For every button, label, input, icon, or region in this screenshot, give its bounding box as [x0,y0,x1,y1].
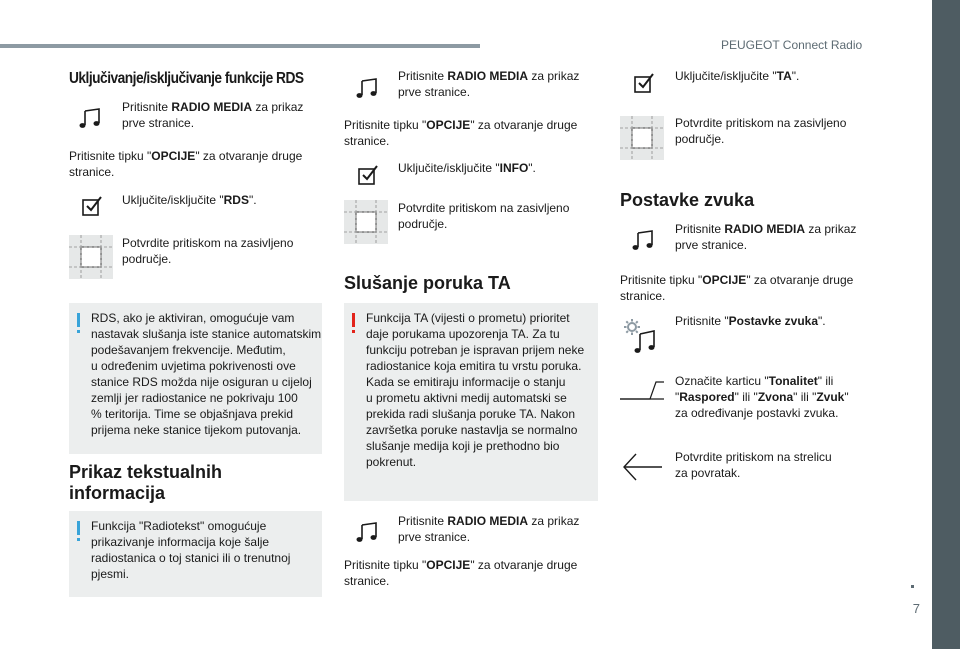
side-tab [932,0,960,649]
section-heading-sound: Postavke zvuka [620,190,755,210]
paragraph-options: Pritisnite tipku "OPCIJE" za otvaranje druge stranice. [620,273,854,303]
info-marker-icon [77,521,80,535]
checkbox-icon [634,73,654,93]
step-select-tab: Označite karticu "Tonalitet" ili "Raspored" ili "Zvona" ili "Zvuk" za određivanje postavki zvuka. [675,374,849,420]
grey-area-icon [620,116,664,160]
step-toggle-info: Uključite/isključite "INFO". [398,161,536,175]
page-number: 7 [912,601,920,616]
note-ta [344,303,598,501]
note-radiotext [69,511,322,597]
grey-area-icon [344,200,388,244]
step-radio-media: Pritisnite RADIO MEDIA za prikaz prve stranice. [398,69,580,99]
checkbox-icon [358,165,378,185]
music-note-icon [356,521,378,543]
note-rds-text: RDS, ako je aktiviran, omogućuje vam nastavak slušanja iste stanice automatskim podešavanjem frekvencije. Međutim, u određenim uvjetima pokrivenosti ove stanice RDS možda nije osiguran u cijeloj zemlji jer radiostanice ne pokrivaju 100 % teritorija. Time se objašnjava prekid prijema neke stanice tijekom putovanja. [91,311,322,437]
note-radiotext-text: Funkcija "Radiotekst" omogućuje prikazivanje informacija koje šalje radiostanica o toj stanici ili o trenutnoj pjesmi. [91,519,291,581]
step-sound-settings: Pritisnite "Postavke zvuka". [675,314,826,328]
step-radio-media: Pritisnite RADIO MEDIA za prikaz prve stranice. [122,100,304,130]
section-heading-rds: Uključivanje/isključivanje funkcije RDS [69,70,304,87]
paragraph-options: Pritisnite tipku "OPCIJE" za otvaranje druge stranice. [344,558,578,588]
note-ta-text: Funkcija TA (vijesti o prometu) prioritet daje porukama upozorenja TA. Za tu funkciju potreban je ispravan prijem neke radiostanice koja emitira tu vrstu poruka. Kada se emitiraju informacije o stanju u prometu aktivni medij automatski se prekida radi slušanja poruke TA. Nakon završetka poruke nastavlja se normalno slušanje medija koji je prethodno bio pokrenut. [366,311,585,469]
section-heading-radiotext: Prikaz tekstualnih informacija [69,462,223,503]
back-arrow-icon [622,452,662,482]
music-note-icon [79,107,101,129]
step-toggle-ta: Uključite/isključite "TA". [675,69,800,83]
paragraph-options: Pritisnite tipku "OPCIJE" za otvaranje druge stranice. [344,118,578,148]
tab-icon [620,380,664,402]
info-marker-icon [77,313,80,327]
section-heading-ta: Slušanje poruka TA [344,273,511,293]
page-marker [911,585,914,588]
step-confirm-grey: Potvrdite pritiskom na zasivljeno područje. [675,116,847,146]
header-title: PEUGEOT Connect Radio [721,38,863,52]
settings-music-icon [622,318,658,354]
step-radio-media: Pritisnite RADIO MEDIA za prikaz prve stranice. [675,222,857,252]
header-rule [0,44,480,48]
step-confirm-arrow: Potvrdite pritiskom na strelicu za povratak. [675,450,832,480]
step-confirm-grey: Potvrdite pritiskom na zasivljeno područje. [122,236,294,266]
step-confirm-grey: Potvrdite pritiskom na zasivljeno područje. [398,201,570,231]
step-toggle-rds: Uključite/isključite "RDS". [122,193,257,207]
warning-marker-icon [352,313,355,327]
checkbox-icon [82,196,102,216]
music-note-icon [632,229,654,251]
music-note-icon [356,77,378,99]
step-radio-media: Pritisnite RADIO MEDIA za prikaz prve stranice. [398,514,580,544]
grey-area-icon [69,235,113,279]
note-rds [69,303,322,454]
paragraph-options: Pritisnite tipku "OPCIJE" za otvaranje druge stranice. [69,149,303,179]
